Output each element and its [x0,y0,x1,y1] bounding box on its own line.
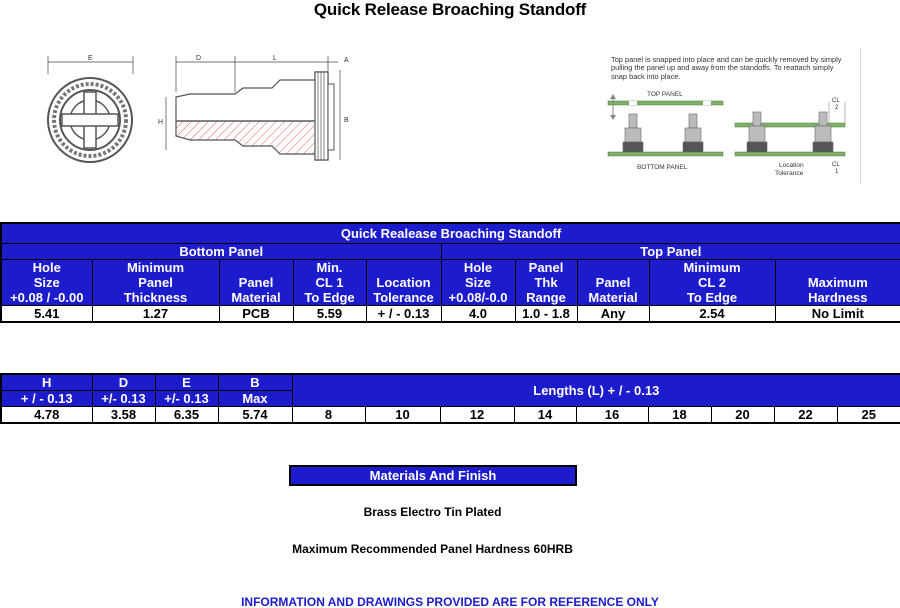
header-h: H [1,374,92,391]
materials-line-hardness: Maximum Recommended Panel Hardness 60HRB [292,542,573,556]
value-b: 5.74 [218,407,292,424]
header-e: E [155,374,218,391]
explainer-text: Top panel is snapped into place and can be quickly removed by simply pulling the panel up and away from the standoffs. To reattach simply snap back into place. [611,55,842,81]
header-cell: Maximum Hardness [775,259,900,305]
header-b: B [218,374,292,391]
value-cell: 1.0 - 1.8 [515,305,577,322]
cl2-label: CL [832,98,840,104]
value-cell: No Limit [775,305,900,322]
value-cell: PCB [219,305,293,322]
spec-table-title: Quick Realease Broaching Standoff [1,223,900,243]
header-cell: Minimum Panel Thickness [92,259,219,305]
tolerance-d: +/- 0.13 [92,391,155,407]
page-title: Quick Release Broaching Standoff [313,0,587,19]
length-value: 8 [292,407,365,424]
value-cell: 5.41 [1,305,92,322]
length-value: 22 [774,407,837,424]
label-a: A [344,57,349,64]
group-top-panel: Top Panel [441,243,900,259]
length-value: 14 [514,407,576,424]
value-e: 6.35 [155,407,218,424]
label-e: E [88,55,93,62]
value-d: 3.58 [92,407,155,424]
dimensions-table [0,373,900,424]
cl1-label: CL [832,162,840,168]
reference-disclaimer: INFORMATION AND DRAWINGS PROVIDED ARE FOR REFERENCE ONLY [241,595,659,608]
tolerance-h: + / - 0.13 [1,391,92,407]
header-cell: Minimum CL 2 To Edge [649,259,775,305]
header-cell: Location Tolerance [366,259,441,305]
tolerance-label: Tolerance [775,170,804,177]
label-d: D [196,55,202,62]
value-cell: 1.27 [92,305,219,322]
value-cell: Any [577,305,649,322]
spec-table [0,222,900,323]
group-bottom-panel: Bottom Panel [1,243,441,259]
header-cell: Panel Material [219,259,293,305]
panel-explainer [603,48,861,183]
end-view [48,55,133,162]
value-h: 4.78 [1,407,92,424]
value-cell: 2.54 [649,305,775,322]
bottom-panel-label: BOTTOM PANEL [637,164,688,171]
tolerance-b: Max [218,391,292,407]
length-value: 25 [837,407,900,424]
value-cell: + / - 0.13 [366,305,441,322]
label-l: L [273,55,277,62]
tolerance-e: +/- 0.13 [155,391,218,407]
cl2-number: 2 [835,105,839,111]
location-label: Location [779,162,804,169]
label-b: B [344,117,349,124]
length-value: 16 [576,407,648,424]
value-cell: 4.0 [441,305,515,322]
length-value: 20 [711,407,774,424]
header-cell: Hole Size +0.08 / -0.00 [1,259,92,305]
header-cell: Panel Thk Range [515,259,577,305]
side-view [158,55,349,160]
standoff-drawing [40,52,370,167]
header-d: D [92,374,155,391]
materials-line-finish: Brass Electro Tin Plated [363,505,502,519]
label-h: H [158,119,164,126]
materials-title: Materials And Finish [289,465,577,486]
top-panel-label: TOP PANEL [647,91,683,98]
length-value: 18 [648,407,711,424]
length-value: 10 [365,407,440,424]
header-cell: Min. CL 1 To Edge [293,259,366,305]
length-value: 12 [440,407,514,424]
lengths-header: Lengths (L) + / - 0.13 [292,374,900,407]
value-cell: 5.59 [293,305,366,322]
header-cell: Hole Size +0.08/-0.0 [441,259,515,305]
header-cell: Panel Material [577,259,649,305]
cl1-number: 1 [835,169,839,175]
explainer-diagram [603,48,861,183]
